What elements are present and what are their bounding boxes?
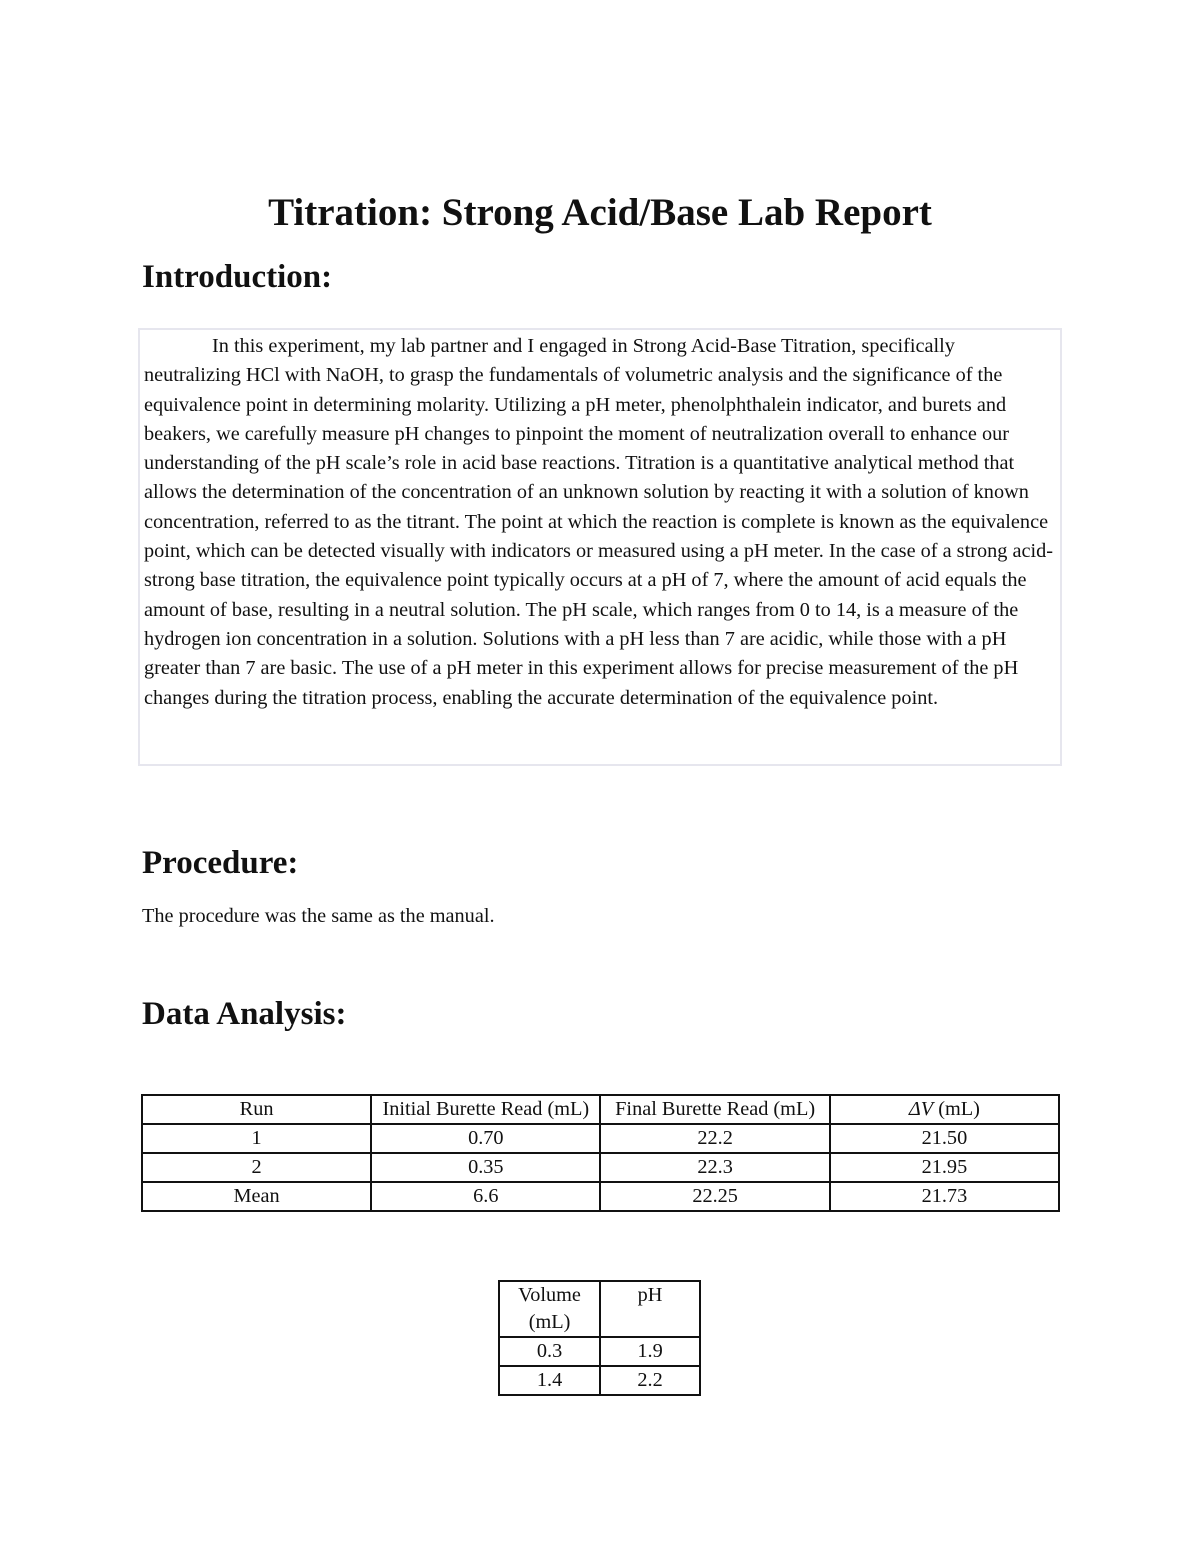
table-header-row bbox=[499, 1281, 700, 1337]
header-cell: Final Burette Read (mL) bbox=[600, 1095, 829, 1124]
table-cell: 0.70 bbox=[371, 1124, 600, 1153]
introduction-paragraph: In this experiment, my lab partner and I engaged in Strong Acid-Base Titration, specifically neutralizing HCl with NaOH, to grasp the fundamentals of volumetric analysis and the significance of the equivalence point in determining molarity. Utilizing a pH meter, phenolphthalein indicator, and burets and beakers, we carefully measure pH changes to pinpoint the moment of neutralization overall to enhance our understanding of the pH scale’s role in acid base reactions. Titration is a quantitative analytical method that allows the determination of the concentration of an unknown solution by reacting it with a solution of known concentration, referred to as the titrant. The point at which the reaction is complete is known as the equivalence point, which can be detected visually with indicators or measured using a pH meter. In the case of a strong acid-strong base titration, the equivalence point typically occurs at a pH of 7, where the amount of acid equals the amount of base, resulting in a neutral solution. The pH scale, which ranges from 0 to 14, is a measure of the hydrogen ion concentration in a solution. Solutions with a pH less than 7 are acidic, while those with a pH greater than 7 are basic. The use of a pH meter in this experiment allows for precise measurement of the pH changes during the titration process, enabling the accurate determination of the equivalence point. bbox=[144, 335, 1053, 709]
table-cell: 21.95 bbox=[830, 1153, 1059, 1182]
delta-v-unit: (mL) bbox=[938, 1098, 980, 1120]
table-row bbox=[142, 1153, 1059, 1182]
procedure-heading: Procedure: bbox=[142, 845, 299, 881]
document-title: Titration: Strong Acid/Base Lab Report bbox=[268, 191, 932, 234]
table-cell: 22.2 bbox=[600, 1124, 829, 1153]
table-cell: 22.3 bbox=[600, 1153, 829, 1182]
burette-readings-table bbox=[141, 1094, 1060, 1212]
introduction-text-box bbox=[138, 328, 1062, 766]
table-header-row bbox=[142, 1095, 1059, 1124]
table-cell: 21.50 bbox=[830, 1124, 1059, 1153]
data-analysis-heading: Data Analysis: bbox=[142, 996, 347, 1032]
procedure-paragraph: The procedure was the same as the manual. bbox=[142, 905, 495, 927]
table-row bbox=[499, 1366, 700, 1395]
table-cell: 6.6 bbox=[371, 1182, 600, 1211]
table-cell: 2.2 bbox=[600, 1366, 700, 1395]
table-cell: 0.3 bbox=[499, 1337, 600, 1366]
table-cell: 1 bbox=[142, 1124, 371, 1153]
header-cell: pH bbox=[600, 1281, 700, 1337]
table-cell: 1.9 bbox=[600, 1337, 700, 1366]
table-row bbox=[499, 1337, 700, 1366]
table-cell: 1.4 bbox=[499, 1366, 600, 1395]
table-cell: 2 bbox=[142, 1153, 371, 1182]
table-cell: 0.35 bbox=[371, 1153, 600, 1182]
introduction-heading: Introduction: bbox=[142, 259, 333, 295]
header-cell: Initial Burette Read (mL) bbox=[371, 1095, 600, 1124]
volume-ph-table bbox=[498, 1280, 701, 1396]
table-cell: 22.25 bbox=[600, 1182, 829, 1211]
header-cell: Volume (mL) bbox=[499, 1281, 600, 1337]
table-cell: Mean bbox=[142, 1182, 371, 1211]
table-row bbox=[142, 1124, 1059, 1153]
header-cell: Run bbox=[142, 1095, 371, 1124]
header-cell-delta-v bbox=[830, 1095, 1059, 1124]
table-cell: 21.73 bbox=[830, 1182, 1059, 1211]
table-row bbox=[142, 1182, 1059, 1211]
delta-v-symbol: ΔV bbox=[908, 1098, 934, 1120]
